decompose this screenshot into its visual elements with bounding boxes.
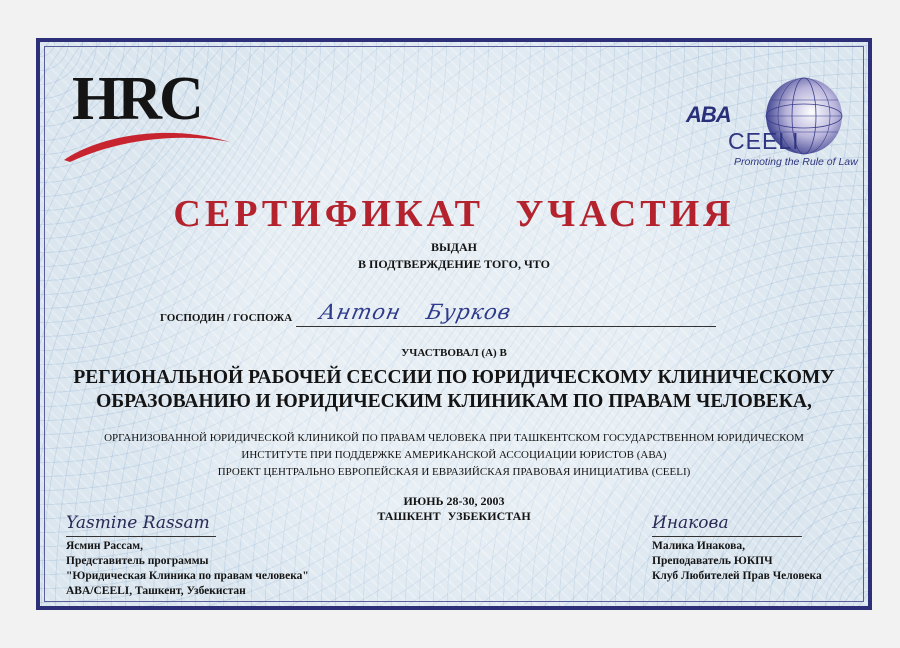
signatory-right-org: Клуб Любителей Прав Человека [652, 570, 822, 582]
hrc-swoosh-icon [62, 124, 232, 164]
confirm-text: В ПОДТВЕРЖДЕНИЕ ТОГО, ЧТО [358, 257, 550, 271]
hrc-logo [62, 65, 232, 168]
aba-logo-text: ABA [686, 102, 731, 127]
recipient-label: ГОСПОДИН / ГОСПОЖА [160, 312, 293, 324]
signatory-right [652, 510, 862, 584]
signature-line-right [652, 536, 802, 537]
event-date: ИЮНЬ 28-30, 2003 [403, 494, 505, 508]
recipient-row [160, 300, 760, 332]
certificate [36, 38, 872, 610]
issued-text: ВЫДАН [430, 240, 478, 254]
signatory-left [66, 510, 366, 599]
recipient-name: Антон Бурков [317, 300, 514, 324]
ceeli-logo-text: CEELI [728, 128, 800, 154]
signatory-left-location: ABA/CEELI, Ташкент, Узбекистан [66, 585, 246, 597]
aba-ceeli-logo [680, 76, 860, 176]
recipient-underline [296, 326, 716, 327]
signatory-left-name: Ясмин Рассам, [66, 540, 143, 552]
signatory-right-name: Малика Инакова, [652, 540, 745, 552]
certificate-title: СЕРТИФИКАТ УЧАСТИЯ [173, 193, 735, 235]
ceeli-tagline: Promoting the Rule of Law [734, 156, 858, 168]
organizer-line2: ИНСТИТУТЕ ПРИ ПОДДЕРЖКЕ АМЕРИКАНСКОЙ АССОЦИАЦИИ ЮРИСТОВ (АВА) [241, 449, 667, 461]
signature-line-left [66, 536, 216, 537]
hrc-logo-text: HRC [72, 65, 201, 133]
signature-right: Инакова [652, 513, 729, 533]
signatory-right-role: Преподаватель ЮКПЧ [652, 555, 773, 567]
session-title-line1: РЕГИОНАЛЬНОЙ РАБОЧЕЙ СЕССИИ ПО ЮРИДИЧЕСКОМУ КЛИНИЧЕСКОМУ [73, 367, 835, 388]
organizer-line3: ПРОЕКТ ЦЕНТРАЛЬНО ЕВРОПЕЙСКАЯ И ЕВРАЗИЙСКАЯ ПРАВОВАЯ ИНИЦИАТИВА (CEELI) [217, 466, 691, 478]
event-place: ТАШКЕНТ УЗБЕКИСТАН [377, 509, 531, 523]
signatory-left-role: Представитель программы [66, 555, 209, 567]
signature-left: Yasmine Rassam [66, 513, 210, 533]
organizer-line1: ОРГАНИЗОВАННОЙ ЮРИДИЧЕСКОЙ КЛИНИКОЙ ПО ПРАВАМ ЧЕЛОВЕКА ПРИ ТАШКЕНТСКОМ ГОСУДАРСТВЕННОМ ЮРИДИЧЕСКОМ [104, 432, 804, 444]
signatory-left-program: "Юридическая Клиника по правам человека" [66, 570, 309, 582]
participated-text: УЧАСТВОВАЛ (А) В [401, 347, 507, 359]
session-title-line2: ОБРАЗОВАНИЮ И ЮРИДИЧЕСКИМ КЛИНИКАМ ПО ПРАВАМ ЧЕЛОВЕКА, [96, 391, 812, 412]
